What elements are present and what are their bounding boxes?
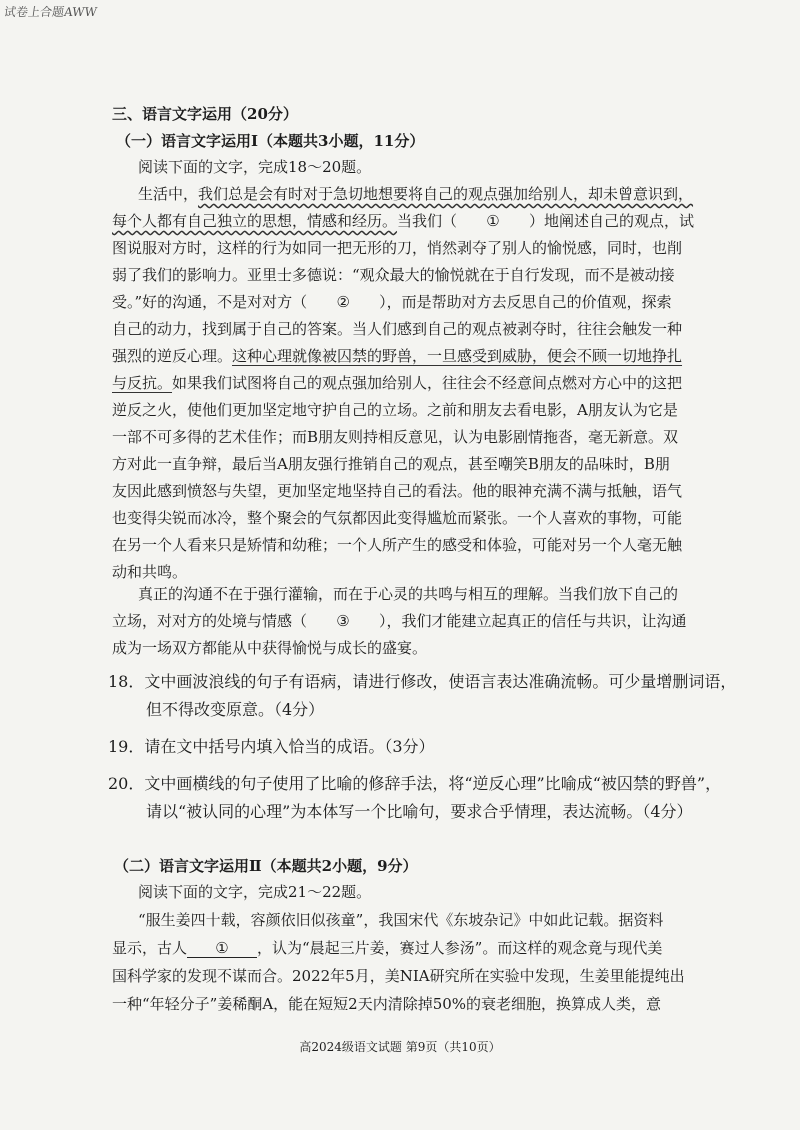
passage1-line: 一部不可多得的艺术佳作；而B朋友则持相反意见，认为电影剧情拖沓，毫无新意。双 [112, 428, 679, 446]
passage-text: 立场，对对方的处境与情感（ [112, 612, 308, 630]
passage1-line: 逆反之火，使他们更加坚定地守护自己的立场。之前和朋友去看电影，A朋友认为它是 [112, 401, 678, 419]
part2-line [112, 934, 662, 962]
passage-text: ）地阐述自己的观点，试 [529, 212, 695, 230]
passage2-line [112, 607, 687, 635]
passage-text: 当我们（ [397, 212, 458, 230]
blank-2: ② [336, 293, 350, 311]
blank-3: ③ [336, 612, 350, 630]
question-18-cont: 但不得改变原意。（4分） [146, 700, 325, 719]
underlined-metaphor-sentence: 这种心理就像被囚禁的野兽，一旦感受到威胁，便会不顾一切地挣扎 [232, 347, 683, 365]
part2-title: （二）语言文字运用Ⅱ（本题共2小题，9分） [114, 857, 418, 875]
page-footer: 高2024级语文试题 第9页（共10页） [299, 1040, 501, 1054]
passage-text: ），而是帮助对方去反思自己的价值观，探索 [379, 293, 672, 311]
passage1-line [112, 342, 682, 370]
blank-1-underline: ① [187, 939, 257, 958]
question-20-cont: 请以“被认同的心理”为本体写一个比喻句，要求合乎情理，表达流畅。（4分） [146, 802, 693, 821]
passage-text: 如果我们试图将自己的观点强加给别人，往往会不经意间点燃对方心中的这把 [172, 374, 683, 392]
wavy-underlined-sentence: 我们总是会有时对于急切地想要将自己的观点强加给别人，却未曾意识到， [198, 185, 694, 203]
passage1-line [112, 369, 682, 397]
question-20: 20．文中画横线的句子使用了比喻的修辞手法，将“逆反心理”比喻成“被囚禁的野兽”， [108, 774, 722, 793]
question-18: 18．文中画波浪线的句子有语病，请进行修改，使语言表达准确流畅。可少量增删词语， [108, 672, 737, 691]
part1-title: （一）语言文字运用Ⅰ（本题共3小题，11分） [116, 132, 425, 150]
passage-text: 显示，古人 [112, 939, 188, 957]
part1-instruction: 阅读下面的文字，完成18～20题。 [138, 158, 372, 176]
passage-text: ，认为“晨起三片姜，赛过人参汤”。而这样的观念竟与现代美 [257, 939, 663, 957]
passage-text: 强烈的逆反心理。 [112, 347, 233, 365]
passage-text: ），我们才能建立起真正的信任与共识，让沟通 [379, 612, 687, 630]
passage1-line: 方对此一直争辩，最后当A朋友强行推销自己的观点，甚至嘲笑B朋友的品味时，B朋 [112, 455, 670, 473]
passage2-line: 成为一场双方都能从中获得愉悦与成长的盛宴。 [112, 639, 428, 657]
passage1-line [138, 180, 693, 208]
passage1-line: 弱了我们的影响力。亚里士多德说：“观众最大的愉悦就在于自行发现，而不是被动接 [112, 266, 675, 284]
section-title: 三、语言文字运用（20分） [112, 105, 298, 123]
passage2-line: 真正的沟通不在于强行灌输，而在于心灵的共鸣与相互的理解。当我们放下自己的 [138, 585, 679, 603]
corner-handwritten-mark: 试卷上合题AWW [3, 5, 98, 19]
underlined-metaphor-sentence: 与反抗。 [112, 374, 173, 392]
passage1-line [112, 288, 672, 316]
passage1-line: 也变得尖锐而冰冷，整个聚会的气氛都因此变得尴尬而紧张。一个人喜欢的事物，可能 [112, 509, 683, 527]
passage1-line: 图说服对方时，这样的行为如同一把无形的刀，悄然剥夺了别人的愉悦感，同时，也削 [112, 239, 683, 257]
blank-1: ① [486, 212, 500, 230]
passage1-line: 动和共鸣。 [112, 563, 188, 581]
passage1-line [112, 207, 694, 235]
part2-line: 一种“年轻分子”姜稀酮A，能在短短2天内清除掉50%的衰老细胞，换算成人类，意 [112, 995, 662, 1013]
passage-text: 生活中， [138, 185, 199, 203]
passage1-line: 自己的动力，找到属于自己的答案。当人们感到自己的观点被剥夺时，往往会触发一种 [112, 320, 683, 338]
wavy-underlined-sentence: 每个人都有自己独立的思想，情感和经历。 [112, 212, 398, 230]
passage1-line: 在另一个人看来只是矫情和幼稚；一个人所产生的感受和体验，可能对另一个人毫无触 [112, 536, 683, 554]
passage1-line: 友因此感到愤怒与失望，更加坚定地坚持自己的看法。他的眼神充满不满与抵触，语气 [112, 482, 683, 500]
part2-line: 国科学家的发现不谋而合。2022年5月，美NIA研究所在实验中发现，生姜里能提纯出 [112, 967, 685, 985]
part2-instruction: 阅读下面的文字，完成21～22题。 [138, 883, 372, 901]
part2-line: “服生姜四十载，容颜依旧似孩童”，我国宋代《东坡杂记》中如此记载。据资料 [138, 911, 664, 929]
passage-text: 受。”好的沟通，不是对对方（ [112, 293, 308, 311]
question-19: 19．请在文中括号内填入恰当的成语。（3分） [108, 737, 435, 756]
